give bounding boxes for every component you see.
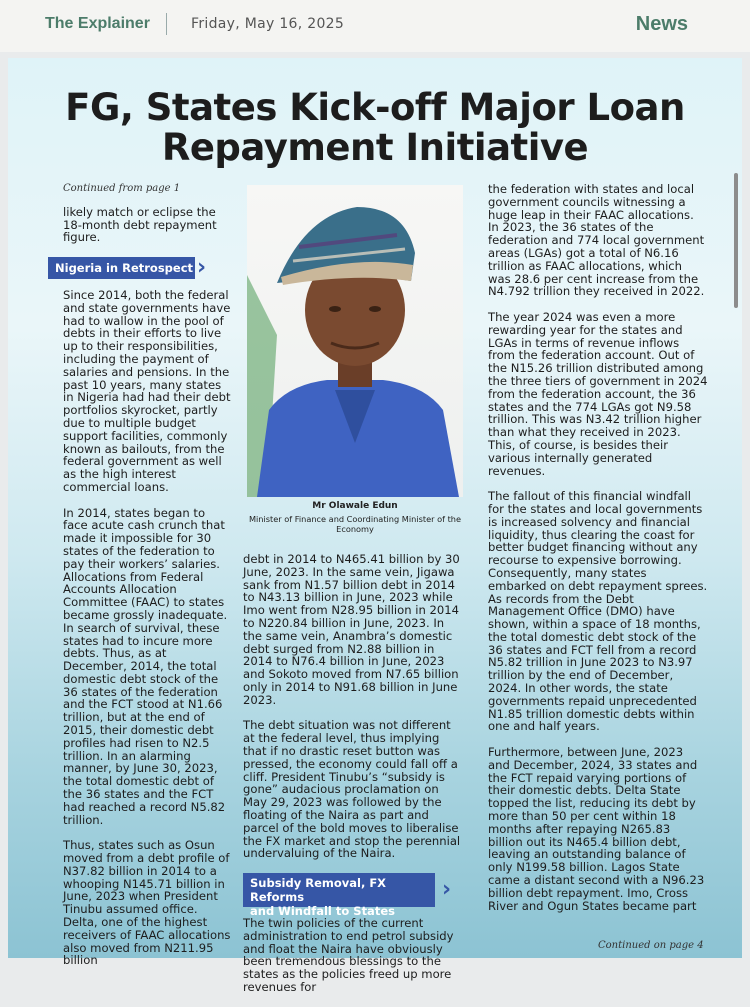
photo-caption-name: Mr Olawale Edun [312,501,398,511]
paragraph: Thus, states such as Osun moved from a debt profile of N37.82 billion in 2014 to a whooping N145.71 billion in June, 2023 when President Tinubu assumed office. Delta, one of the highest receivers of FAAC allocations also moved from N211.95 billion [63,838,231,968]
publication-name: The Explainer [45,15,150,32]
scrollbar[interactable] [734,173,738,308]
paragraph: Since 2014, both the federal and state governments have had to wallow in the pool of debts in their efforts to live up to their responsibilities, including the payment of salaries and pensions. In the past 10 years, many states in Nigeria had had their debt portfolios skyrocket, partly due to multiple budget support facilities, commonly known as bailouts, from the federal government as well as the high interest commercial loans. [63,287,231,494]
minister-photo [247,185,463,497]
paragraph: The fallout of this financial windfall for the states and local governments is increased solvency and financial liquidity, thus clearing the coast for better budget financing without any recourse to expensive borrowing. Consequently, many states embarked on debt repayment sprees. As records from the Debt Management Office (DMO) have shown, within a space of 18 months, the total domestic debt stock of the 36 states and FCT fell from a record N5.82 trillion in June 2023 to N3.97 trillion by the end of December, 2024. In other words, the state governments repaid unprecedented N1.85 trillion domestic debts within one and half years. [488,489,708,734]
continued-on: Continued on page 4 [598,940,704,951]
paragraph: The year 2024 was even a more rewarding year for the states and LGAs in terms of revenue inflows from the federation account. Out of the N15.26 trillion distributed among the three tiers of government in 2024 from the federation account, the 36 states and the 774 LGAs got N9.58 trillion. This was N3.42 trillion higher than what they received in 2023. This, of course, is besides their various internally generated revenues. [488,309,708,478]
paragraph: the federation with states and local government councils witnessing a huge leap in their FAAC allocations. In 2023, the 36 states of the federation and 774 local government areas (LGAs) got a total of N6.16 trillion as FAAC allocations, which was 28.6 per cent increase from the N4.792 trillion they received in 2022. [488,182,705,299]
banner-label-line-1: Subsidy Removal, FX Reforms [250,875,387,904]
banner-label-line-2: and Windfall to States [250,903,395,918]
continued-from: Continued from page 1 [63,183,181,194]
issue-date: Friday, May 16, 2025 [191,16,345,32]
paragraph: Furthermore, between June, 2023 and December, 2024, 33 states and the FCT repaid varying portions of their domestic debts. Delta State topped the list, reducing its debt by more than 50 per cent within 18 months after repaying N265.83 billion out its N465.4 billion debt, leaving an outstanding balance of only N199.58 billion. Lagos State came a distant second with a N96.23 billion debt repayment. Imo, Cross River and Ogun States became part [488,745,705,913]
banner-label: Nigeria in Retrospect [55,260,194,275]
headline-line-2: Repayment Initiative [161,126,589,169]
paragraph: likely match or eclipse the 18-month debt repayment figure. [63,204,217,245]
paragraph: The debt situation was not different at the federal level, thus implying that if no drastic reset button was pressed, the economy could fall off a cliff. President Tinubu’s “subsidy is gone” audacious proclamation on May 29, 2023 was followed by the floating of the Naira as part and parcel of the bold moves to liberalise the FX market and stop the perennial undervaluing of the Naira. [243,718,461,861]
top-bar [0,0,750,52]
section-banner-retrospect [48,254,207,280]
headline-line-1: FG, States Kick-off Major Loan [65,86,685,129]
article-page [8,58,742,994]
section-label: News [635,13,688,35]
divider [166,13,167,35]
headline [8,88,742,168]
paragraph: In 2014, states began to face acute cash crunch that made it impossible for 30 states of the federation to pay their workers’ salaries. Allocations from Federal Accounts Allocation Committee (FAAC) to states became grossly inadequate. In search of survival, these states had to incure more debts. Thus, as at December, 2014, the total domestic debt stock of the 36 states of the federation and the FCT stood at N1.66 trillion, but at the end of 2015, their domestic debt profiles had risen to N2.5 trillion. In an alarming manner, by June 30, 2023, the total domestic debt of the 36 states and the FCT had reached a record N5.82 trillion. [63,505,228,827]
chevron-right-icon: › [442,876,452,902]
chevron-right-icon: › [197,254,207,280]
column-1 [55,183,231,980]
portrait-image [247,185,463,497]
section-banner-subsidy [243,873,452,918]
column-2 [243,553,463,1007]
photo-caption-role: Minister of Finance and Coordinating Minister of the Economy [248,514,462,534]
paragraph: debt in 2014 to N465.41 billion by 30 June, 2023. In the same vein, Jigawa sank from N1.57 billion debt in 2014 to N43.13 billion in June, 2023 while Imo went from N28.95 billion in 2014 to N220.84 billion in June, 2023. In the same vein, Anambra’s domestic debt surged from N2.88 billion in 2014 to N76.4 billion in June, 2023 and Sokoto moved from N7.65 billion only in 2014 to N91.68 billion in June 2023. [243,552,460,707]
column-3 [488,183,708,925]
paragraph: The twin policies of the current administration to end petrol subsidy and float the Naira have obviously been tremendous blessings to the states as the policies freed up more revenues for [243,915,454,994]
